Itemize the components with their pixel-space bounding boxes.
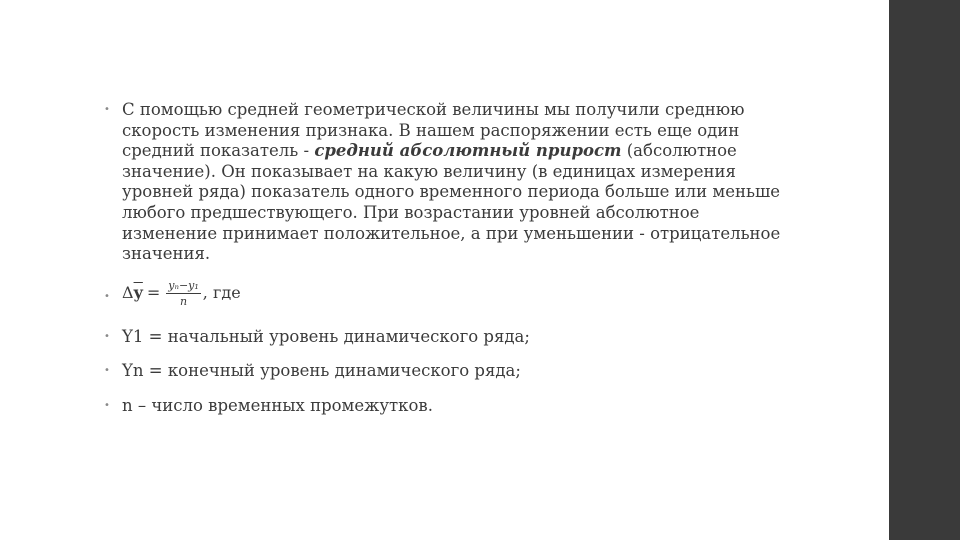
bullet-dot: • xyxy=(104,290,110,302)
bullet-paragraph xyxy=(100,100,790,265)
formula-equals: = xyxy=(146,282,161,302)
formula-y-bar: $\overline{y}$ xyxy=(133,282,143,302)
bullet-formula xyxy=(100,279,790,313)
bullet-dot: • xyxy=(104,330,110,342)
formula-tail: , где xyxy=(202,282,241,302)
paragraph-term: средний абсолютный прирост xyxy=(314,141,622,161)
side-bar xyxy=(889,0,960,540)
paragraph-text-before: С помощью средней геометрической величины мы получили среднюю скорость изменения признака. В нашем распоряжении есть еще один средний показатель - xyxy=(122,100,745,161)
bullet-dot: • xyxy=(104,399,110,411)
bullet-definition-n xyxy=(100,396,790,417)
formula-lhs xyxy=(122,283,143,304)
formula-denominator: n xyxy=(179,294,188,308)
formula xyxy=(122,279,241,308)
formula-fraction xyxy=(166,279,201,308)
bullet-definition-y1 xyxy=(100,327,790,348)
bullet-dot: • xyxy=(104,104,110,115)
formula-numerator: yₙ−y₁ xyxy=(168,278,199,292)
bullet-dot: • xyxy=(104,365,110,377)
definition-y1-text: Y1 = начальный уровень динамического ряда; xyxy=(122,326,530,346)
slide-content xyxy=(100,100,790,417)
definition-n-text: n – число временных промежутков. xyxy=(122,395,433,415)
definition-yn-text: Yn = конечный уровень динамического ряда; xyxy=(122,361,521,381)
formula-delta: Δ xyxy=(122,282,134,302)
bullet-definition-yn xyxy=(100,361,790,382)
paragraph-text-after: (абсолютное значение). Он показывает на какую величину (в единицах измерения уровней ряда) показатель одного временного периода больше или меньше любого предшествующего. При возрастании уровней абсолютное изменение принимает положительное, а при уменьшении - отрицательное значения. xyxy=(122,141,781,264)
